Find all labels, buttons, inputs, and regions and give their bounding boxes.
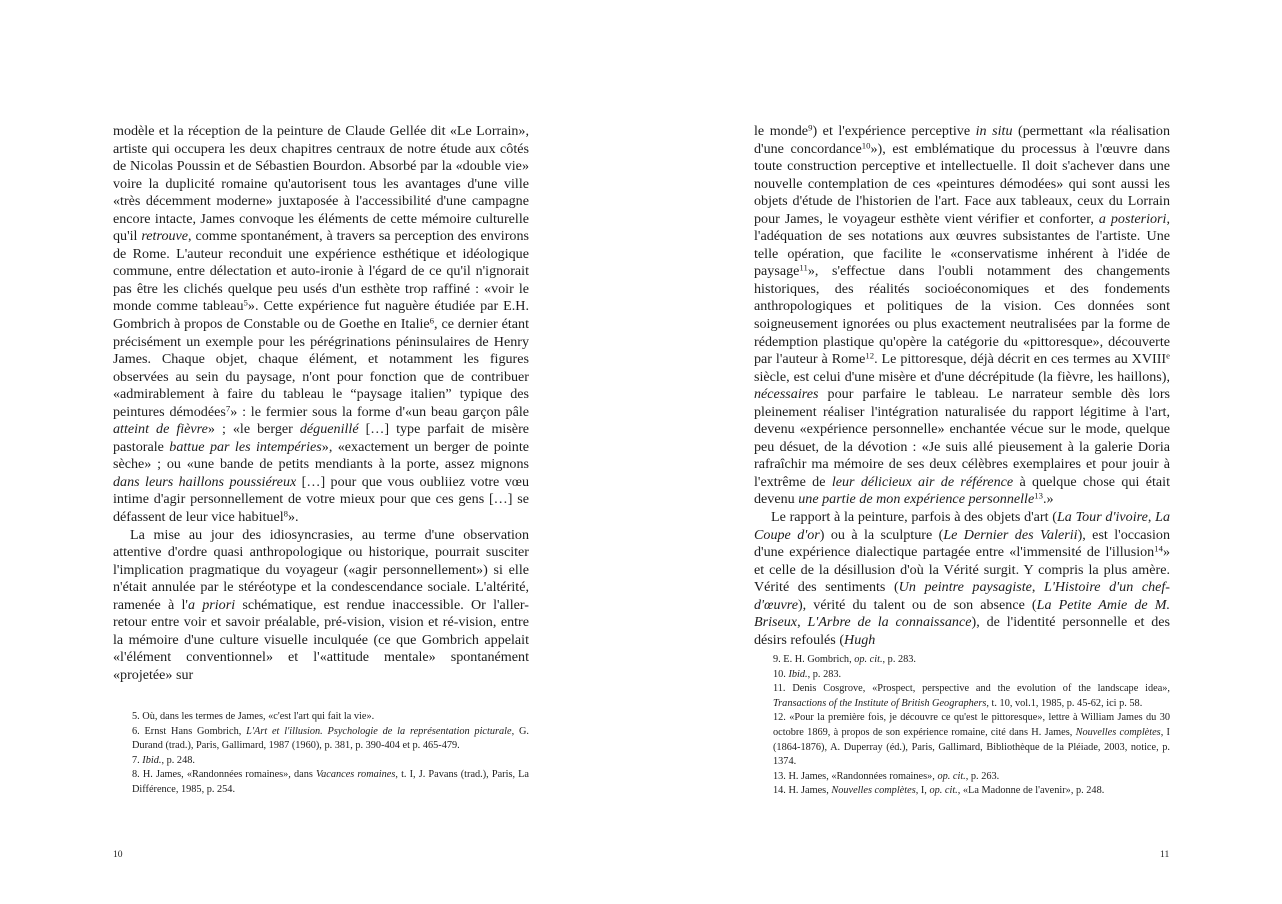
page-number: 11	[1160, 849, 1170, 860]
footnote: 13. H. James, «Randonnées romaines», op. cit., p. 263.	[773, 770, 1000, 782]
right-page	[641, 0, 1282, 904]
right-footnotes	[773, 653, 1170, 799]
page-number: 10	[113, 849, 123, 860]
paragraph: Le rapport à la peinture, parfois à des objets d'art (La Tour d'ivoire, La Coupe d'or) ou à la sculpture (Le Dernier des Valerii), est l'occasion d'une expérience dialectique partagée entre «l'immensité de l'illusion$^{14}$» et celle de la désillusion d'où la Vérité surgit. Y compris la plus amère. Vérité des sentiments (Un peintre paysagiste, L'Histoire d'un chef-d'œuvre), vérité du talent ou de son absence (La Petite Amie de M. Briseux, L'Arbre de la connaissance), de l'identité personnelle et des désirs refoulés (Hugh	[754, 509, 1171, 648]
left-footnotes	[132, 710, 529, 798]
right-body-text	[754, 123, 1170, 649]
footnote: 9. E. H. Gombrich, op. cit., p. 283.	[773, 654, 916, 665]
paragraph: le monde$^9$) et l'expérience perceptive in situ (permettant «la réalisation d'une concordance$^{10}$»), est emblématique du processus à l'œuvre dans toute construction perceptive et intellectuelle. Il doit s'achever dans une nouvelle contemplation de ces «peintures démodées» qui sont aussi les objets d'étude de l'historien de l'art. Face aux tableaux, ceux du Lorrain pour James, le voyageur esthète vient vérifier et conforter, a posteriori, l'adéquation de ses notations aux œuvres subsistantes de l'artiste. Une telle opération, que facilite le «conservatisme inhérent à l'idée de paysage$^{11}$», s'effectue dans l'oubli notamment des changements historiques, des réalités socioéconomiques et des fondements anthropologiques et politiques de la vision. Ces données sont soigneusement ignorées ou plus exactement neutralisées par la forme de rédemption plastique qu'opère la catégorie du «pittoresque», découverte par l'auteur à Rome$^{12}$. Le pittoresque, déjà décrit en ces termes au XVIIIe siècle, est celui d'une misère et d'une décrépitude (la fièvre, les haillons), nécessaires pour parfaire le tableau. Le narrateur semble dès lors pleinement réaliser l'intégration naturalisée du rapport légitime à l'art, devenu «expérience personnelle» enchantée vécue sur le mode, quelque peu désuet, de la dévotion : «Je suis allé pieusement à la galerie Doria rafraîchir ma mémoire de ses deux célèbres exemplaires et pour jouir à l'extrême de leur délicieux air de référence à quelque chose qui était devenu une partie de mon expérience personnelle$^{13}$.»	[754, 122, 1170, 508]
paragraph: La mise au jour des idiosyncrasies, au terme d'une observation attentive d'ordre quasi anthropologique ou historique, pourrait susciter l'implication pragmatique du voyageur («agir personnellement») si elle n'était annulée par le stéréotype et la condescendance sociale. L'altérité, ramenée à l'a priori schématique, est rendue inaccessible. Or l'aller-retour entre voir et savoir préalable, pré-vision, vision et ré-vision, entre la mémoire d'une culture visuelle inculquée (ce que Gombrich appelait «l'élément conventionnel» et l'«attitude mentale» spontanément «projetée» sur	[113, 526, 529, 683]
footnote: 5. Où, dans les termes de James, «c'est l'art qui fait la vie».	[132, 711, 375, 722]
paragraph: modèle et la réception de la peinture de Claude Gellée dit «Le Lorrain», artiste qui occupera les deux chapitres centraux de notre étude aux côtés de Nicolas Poussin et de Sébastien Bourdon. Absorbé par la «double vie» voire la duplicité romaine qu'autorisent tous les avantages d'une ville «très décemment moderne» juxtaposée à l'accessibilité d'une campagne encore intacte, James convoque les éléments de cette mémoire culturelle qu'il retrouve, comme spontanément, à travers sa perception des environs de Rome. L'auteur reconduit une expérience esthétique et idéologique commune, entre délectation et auto-ironie à l'égard de ce qu'il n'ignorait pas être les clichés quelque peu usés d'un esthète trop raffiné : «voir le monde comme tableau$^5$». Cette expérience fut naguère étudiée par E.H. Gombrich à propos de Constable ou de Goethe en Italie$^6$, ce dernier étant précisément un exemple pour les pérégrinations péninsulaires de Henry James. Chaque objet, chaque élément, et notamment les figures observées au sein du paysage, n'ont pour fonction que de contribuer «admirablement à faire du tableau le “paysage italien” typique des peintures démodées$^7$» : le fermier sous la forme d'«un beau garçon pâle atteint de fièvre» ; «le berger déguenillé […] type parfait de misère pastorale battue par les intempéries», «exactement un berger de pointe sèche» ; ou «une bande de petits mendiants à la porte, assez mignons dans leurs haillons poussiéreux […] pour que vous oubliiez votre vœu intime d'agir personnellement de votre mieux pour que ces gens […] se défassent de leur vice habituel$^8$».	[113, 123, 530, 526]
footnote: 8. H. James, «Randonnées romaines», dans Vacances romaines, t. I, J. Pavans (trad.), Paris, La Différence, 1985, p. 254.	[132, 769, 529, 795]
footnote: 7. Ibid., p. 248.	[132, 754, 195, 766]
footnote: 12. «Pour la première fois, je découvre ce qu'est le pittoresque», lettre à William James du 30 octobre 1869, à propos de son expérience romaine, cité dans H. James, Nouvelles complètes, I (1864-1876), A. Duperray (éd.), Paris, Gallimard, Bibliothèque de la Pléiade, 2003, notice, p. 1374.	[773, 712, 1170, 768]
footnote: 11. Denis Cosgrove, «Prospect, perspective and the evolution of the landscape idea», Transactions of the Institute of British Geographers, t. 10, vol.1, 1985, p. 45-62, ici p. 58.	[773, 683, 1170, 709]
footnote: 14. H. James, Nouvelles complètes, I, op. cit., «La Madonne de l'avenir», p. 248.	[773, 785, 1105, 797]
footnote: 6. Ernst Hans Gombrich, L'Art et l'illusion. Psychologie de la représentation picturale, G. Durand (trad.), Paris, Gallimard, 1987 (1960), p. 381, p. 390-404 et p. 465-479.	[132, 725, 529, 752]
footnote: 10. Ibid., p. 283.	[773, 668, 842, 680]
left-body-text	[113, 123, 529, 685]
